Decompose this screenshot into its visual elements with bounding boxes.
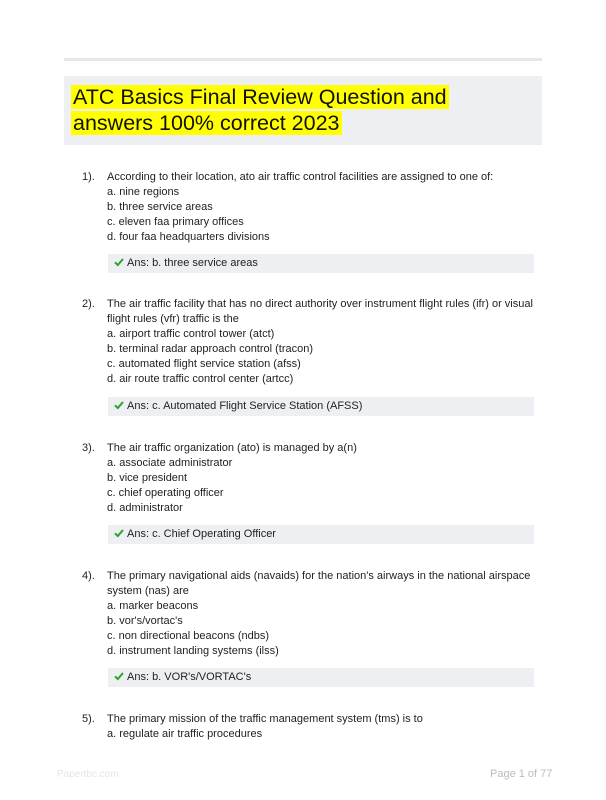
answer-option: d. air route traffic control center (artcc) [107, 373, 294, 385]
checkmark-icon [114, 257, 124, 267]
question-number: 5). [82, 713, 95, 725]
checkmark-icon [114, 528, 124, 538]
answer-text: Ans: b. VOR's/VORTAC's [127, 671, 252, 683]
answer-bar [108, 254, 534, 273]
answer-text: Ans: c. Automated Flight Service Station (AFSS) [127, 400, 363, 412]
answer-text: Ans: c. Chief Operating Officer [127, 528, 276, 540]
answer-option: a. associate administrator [107, 457, 233, 469]
answer-option: a. nine regions [107, 186, 180, 198]
answer-option: b. vor's/vortac's [107, 615, 183, 627]
question-number: 3). [82, 442, 95, 454]
title-panel [64, 76, 542, 145]
answer-option: c. eleven faa primary offices [107, 216, 244, 228]
question-number: 2). [82, 298, 95, 310]
answer-option: b. vice president [107, 472, 188, 484]
answer-option: c. non directional beacons (ndbs) [107, 630, 270, 642]
question-text: The air traffic organization (ato) is managed by a(n) [107, 442, 357, 454]
answer-option: a. regulate air traffic procedures [107, 728, 263, 740]
answer-option: d. four faa headquarters divisions [107, 231, 270, 243]
question-text: The primary mission of the traffic management system (tms) is to [107, 713, 423, 725]
answer-option: d. instrument landing systems (ilss) [107, 645, 279, 657]
answer-option: b. three service areas [107, 201, 213, 213]
document-title: ATC Basics Final Review Question and answers 100% correct 2023 [73, 85, 447, 135]
answer-bar [108, 525, 534, 544]
answer-option: c. chief operating officer [107, 487, 224, 499]
answer-option: a. airport traffic control tower (atct) [107, 328, 275, 340]
top-divider [64, 58, 542, 61]
answer-option: d. administrator [107, 502, 183, 514]
answer-option: b. terminal radar approach control (tracon) [107, 343, 314, 355]
question-text: The air traffic facility that has no direct authority over instrument flight rules (ifr) or visual flight rules (vfr) traffic is the [107, 298, 533, 325]
question-number: 4). [82, 570, 95, 582]
answer-bar [108, 668, 534, 687]
question-number: 1). [82, 171, 95, 183]
answer-bar [108, 397, 534, 416]
answer-text: Ans: b. three service areas [127, 257, 258, 269]
question-text: The primary navigational aids (navaids) for the nation's airways in the national airspace system (nas) are [107, 570, 531, 597]
checkmark-icon [114, 671, 124, 681]
footer-site: Papertbc.com [57, 769, 119, 780]
answer-option: c. automated flight service station (afss) [107, 358, 301, 370]
answer-option: a. marker beacons [107, 600, 199, 612]
checkmark-icon [114, 400, 124, 410]
page-number: Page 1 of 77 [490, 768, 553, 780]
question-text: According to their location, ato air traffic control facilities are assigned to one of: [107, 171, 494, 183]
